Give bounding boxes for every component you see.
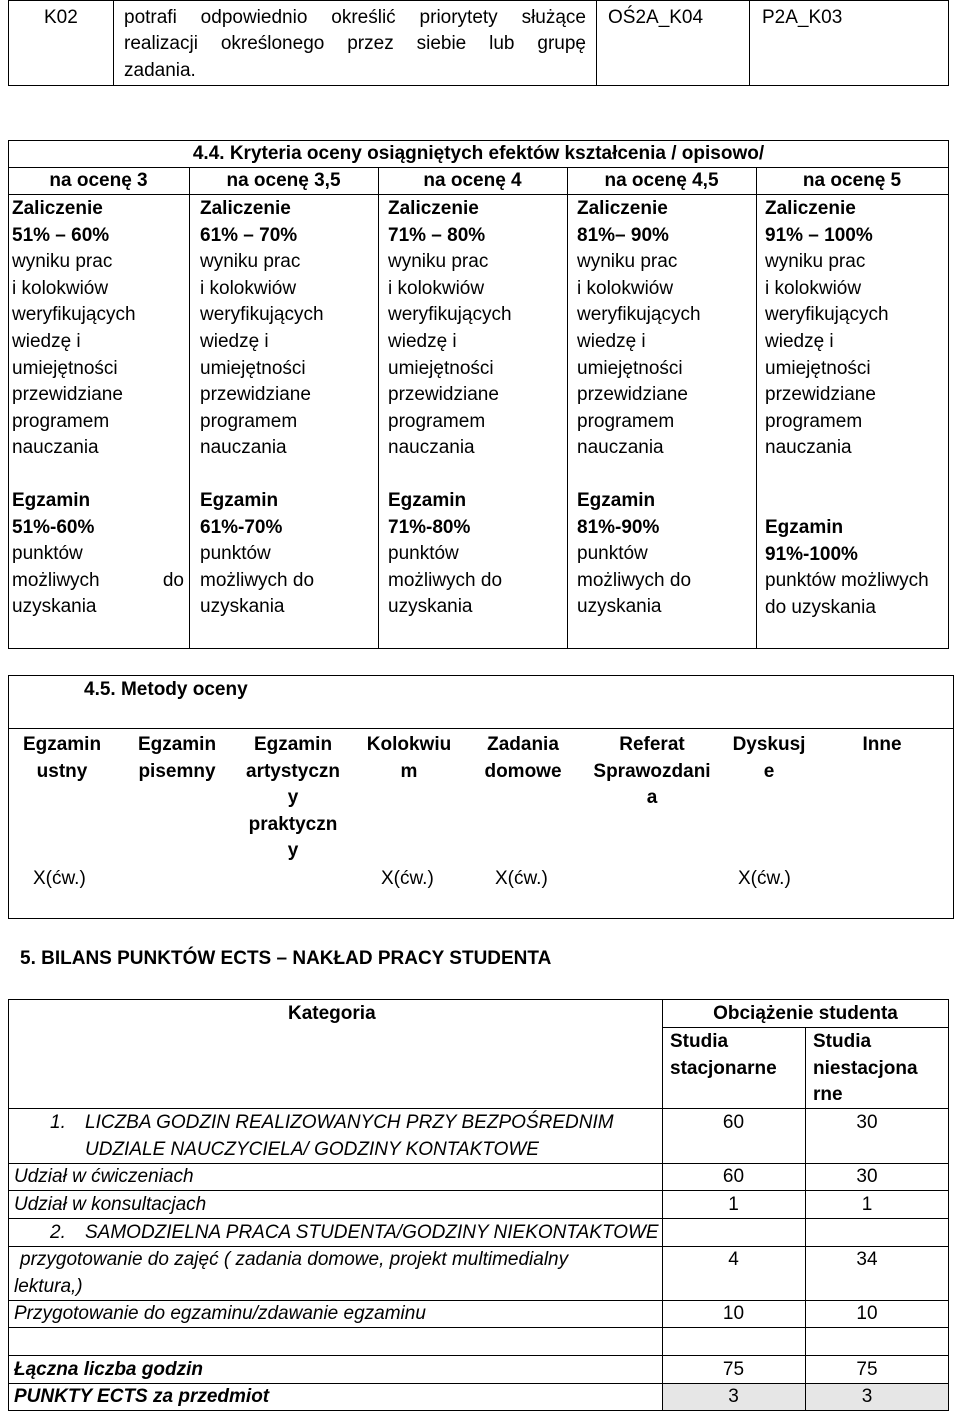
method-col-6: Referat Sprawozdani a bbox=[593, 734, 711, 809]
ects-row-5-label: przygotowanie do zajęć ( zadania domowe, projekt multimedialny lektura,) bbox=[14, 1249, 569, 1297]
method-col-2: Egzamin pisemny bbox=[137, 734, 217, 782]
egzamin-cell-3-5: Egzamin 61%-70% punktów możliwych do uzyskania bbox=[200, 490, 315, 618]
outcome-code: K02 bbox=[44, 7, 78, 28]
ects-row-7-label: Łączna liczba godzin bbox=[14, 1359, 203, 1380]
ects-kategoria-header: Kategoria bbox=[288, 1003, 376, 1024]
ects-row-5-niestac: 34 bbox=[856, 1249, 878, 1270]
ects-row-7-niestac: 75 bbox=[856, 1359, 878, 1380]
method-col-1: Egzamin ustny bbox=[22, 734, 102, 782]
zaliczenie-cell-4: Zaliczenie 71% – 80% wyniku prac i kolokwiów weryfikujących wiedzę i umiejętności przewidziane programem nauczania bbox=[388, 198, 512, 459]
ects-row-6-label: Przygotowanie do egzaminu/zdawanie egzaminu bbox=[14, 1303, 426, 1324]
method-mark-colloquium: X(ćw.) bbox=[381, 868, 434, 889]
method-mark-oral: X(ćw.) bbox=[33, 868, 86, 889]
ects-row-1-num: 1. bbox=[50, 1112, 66, 1133]
method-col-8: Inne bbox=[862, 734, 902, 755]
ects-row-8-niestac: 3 bbox=[861, 1386, 873, 1407]
egzamin-cell-3: Egzamin 51%-60% punktów możliwych do uzyskania bbox=[12, 490, 184, 618]
grade-header-4: na ocenę 4 bbox=[423, 170, 522, 191]
grade-header-3: na ocenę 3 bbox=[49, 170, 148, 191]
method-mark-discussion: X(ćw.) bbox=[738, 868, 791, 889]
outcome-desc-line2: realizacji określonego przez siebie lub grupę bbox=[124, 33, 586, 54]
ects-row-7-stac: 75 bbox=[722, 1359, 745, 1380]
outcome-ref-2: P2A_K03 bbox=[762, 7, 843, 28]
method-col-3: Egzamin artystyczn y praktyczn y bbox=[246, 734, 340, 862]
ects-row-3-niestac: 1 bbox=[861, 1194, 873, 1215]
outcome-desc-line1: potrafi odpowiednio określić priorytety służące bbox=[124, 7, 586, 28]
zaliczenie-cell-3-5: Zaliczenie 61% – 70% wyniku prac i kolokwiów weryfikujących wiedzę i umiejętności przewidziane programem nauczania bbox=[200, 198, 324, 459]
ects-row-4-num: 2. bbox=[50, 1222, 66, 1243]
grade-header-5: na ocenę 5 bbox=[802, 170, 902, 191]
ects-row-1-niestac: 30 bbox=[856, 1112, 878, 1133]
egzamin-cell-4: Egzamin 71%-80% punktów możliwych do uzyskania bbox=[388, 490, 503, 618]
zaliczenie-cell-3: Zaliczenie 51% – 60% wyniku prac i kolokwiów weryfikujących wiedzę i umiejętności przewidziane programem nauczania bbox=[12, 198, 136, 459]
ects-row-4-label: SAMODZIELNA PRACA STUDENTA/GODZINY NIEKONTAKTOWE bbox=[85, 1222, 659, 1243]
method-col-5: Zadania domowe bbox=[484, 734, 562, 782]
ects-row-2-stac: 60 bbox=[722, 1166, 745, 1187]
ects-row-1-label: LICZBA GODZIN REALIZOWANYCH PRZY BEZPOŚREDNIM UDZIALE NAUCZYCIELA/ GODZINY KONTAKTOWE bbox=[85, 1112, 614, 1160]
grade-header-4-5: na ocenę 4,5 bbox=[604, 170, 719, 191]
ects-row-8-stac: 3 bbox=[728, 1386, 739, 1407]
egzamin-cell-4-5: Egzamin 81%-90% punktów możliwych do uzyskania bbox=[577, 490, 692, 618]
methods-table bbox=[8, 675, 954, 919]
method-mark-homework: X(ćw.) bbox=[495, 868, 548, 889]
ects-row-3-label: Udział w konsultacjach bbox=[14, 1194, 207, 1215]
grade-header-3-5: na ocenę 3,5 bbox=[226, 170, 341, 191]
zaliczenie-cell-4-5: Zaliczenie 81%– 90% wyniku prac i kolokwiów weryfikujących wiedzę i umiejętności przewidziane programem nauczania bbox=[577, 198, 701, 459]
methods-heading: 4.5. Metody oceny bbox=[84, 679, 248, 700]
method-col-4: Kolokwiu m bbox=[366, 734, 452, 782]
criteria-heading: 4.4. Kryteria oceny osiągniętych efektów kształcenia / opisowo/ bbox=[192, 143, 765, 164]
ects-row-2-niestac: 30 bbox=[856, 1166, 878, 1187]
outcome-desc-line3: zadania. bbox=[124, 60, 196, 81]
ects-row-6-niestac: 10 bbox=[856, 1303, 878, 1324]
ects-row-3-stac: 1 bbox=[728, 1194, 739, 1215]
ects-niestacjonarne-header: Studia niestacjona rne bbox=[813, 1031, 918, 1106]
method-col-7: Dyskusj e bbox=[732, 734, 806, 782]
egzamin-cell-5: Egzamin 91%-100% punktów możliwych do uzyskania bbox=[765, 517, 929, 618]
ects-obciazenie-header: Obciążenie studenta bbox=[713, 1003, 898, 1024]
ects-stacjonarne-header: Studia stacjonarne bbox=[670, 1031, 777, 1079]
ects-row-6-stac: 10 bbox=[722, 1303, 745, 1324]
ects-row-5-stac: 4 bbox=[728, 1249, 739, 1270]
ects-row-2-label: Udział w ćwiczeniach bbox=[14, 1166, 194, 1187]
ects-row-8-label: PUNKTY ECTS za przedmiot bbox=[14, 1386, 270, 1407]
zaliczenie-cell-5: Zaliczenie 91% – 100% wyniku prac i kolokwiów weryfikujących wiedzę i umiejętności przewidziane programem nauczania bbox=[765, 198, 889, 459]
ects-row-1-stac: 60 bbox=[722, 1112, 745, 1133]
outcome-ref-1: OŚ2A_K04 bbox=[608, 7, 704, 28]
ects-heading: 5. BILANS PUNKTÓW ECTS – NAKŁAD PRACY STUDENTA bbox=[20, 948, 552, 969]
